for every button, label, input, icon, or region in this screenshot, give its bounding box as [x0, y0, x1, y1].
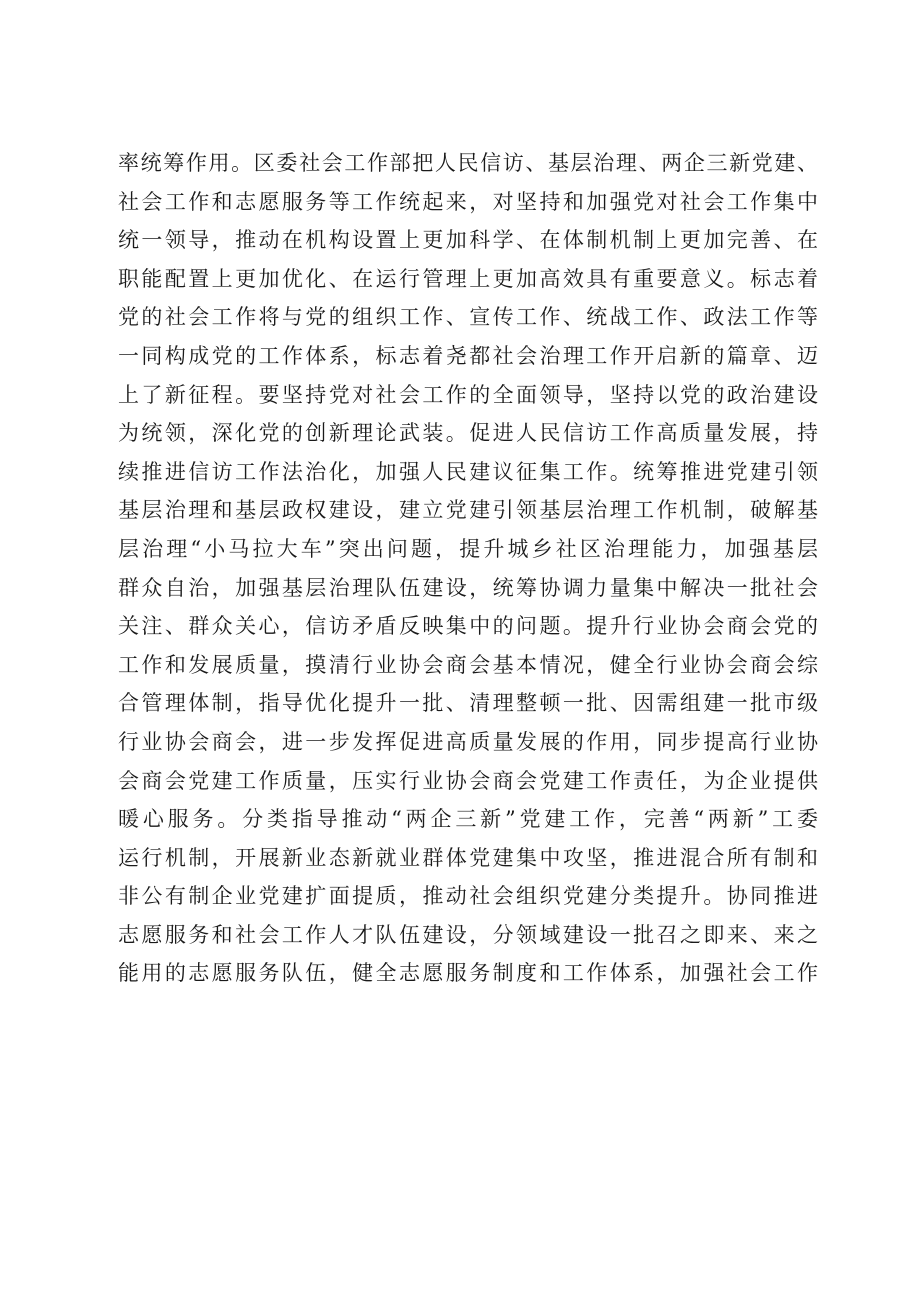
text-line: 非公有制企业党建扩面提质，推动社会组织党建分类提升。协同推进: [118, 884, 818, 909]
text-line: 合管理体制，指导优化提升一批、清理整顿一批、因需组建一批市级: [118, 691, 818, 716]
text-line: 职能配置上更加优化、在运行管理上更加高效具有重要意义。标志着: [118, 266, 818, 291]
text-line: 志愿服务和社会工作人才队伍建设，分领域建设一批召之即来、来之: [118, 922, 818, 947]
text-line: 群众自治，加强基层治理队伍建设，统筹协调力量集中解决一批社会: [118, 575, 818, 600]
text-line: 层治理“小马拉大车”突出问题，提升城乡社区治理能力，加强基层: [118, 536, 818, 561]
text-line: 运行机制，开展新业态新就业群体党建集中攻坚，推进混合所有制和: [118, 845, 818, 870]
text-line: 关注、群众关心，信访矛盾反映集中的问题。提升行业协会商会党的: [118, 614, 818, 639]
text-line: 续推进信访工作法治化，加强人民建议征集工作。统筹推进党建引领: [118, 459, 818, 484]
body-paragraph: [118, 144, 818, 993]
text-line: 基层治理和基层政权建设，建立党建引领基层治理工作机制，破解基: [118, 498, 818, 523]
text-line: 社会工作和志愿服务等工作统起来，对坚持和加强党对社会工作集中: [118, 189, 818, 214]
text-line: 会商会党建工作质量，压实行业协会商会党建工作责任，为企业提供: [118, 768, 818, 793]
text-line: 党的社会工作将与党的组织工作、宣传工作、统战工作、政法工作等: [118, 305, 818, 330]
text-line: 行业协会商会，进一步发挥促进高质量发展的作用，同步提高行业协: [118, 729, 818, 754]
text-line: 能用的志愿服务队伍，健全志愿服务制度和工作体系，加强社会工作: [118, 961, 818, 986]
text-line: 暖心服务。分类指导推动“两企三新”党建工作，完善“两新”工委: [118, 807, 818, 832]
text-line: 为统领，深化党的创新理论武装。促进人民信访工作高质量发展，持: [118, 421, 818, 446]
text-line: 工作和发展质量，摸清行业协会商会基本情况，健全行业协会商会综: [118, 652, 818, 677]
text-line: 一同构成党的工作体系，标志着尧都社会治理工作开启新的篇章、迈: [118, 343, 818, 368]
text-line: 统一领导，推动在机构设置上更加科学、在体制机制上更加完善、在: [118, 228, 818, 253]
text-line: 率统筹作用。区委社会工作部把人民信访、基层治理、两企三新党建、: [118, 151, 818, 175]
text-line: 上了新征程。要坚持党对社会工作的全面领导，坚持以党的政治建设: [118, 382, 818, 407]
